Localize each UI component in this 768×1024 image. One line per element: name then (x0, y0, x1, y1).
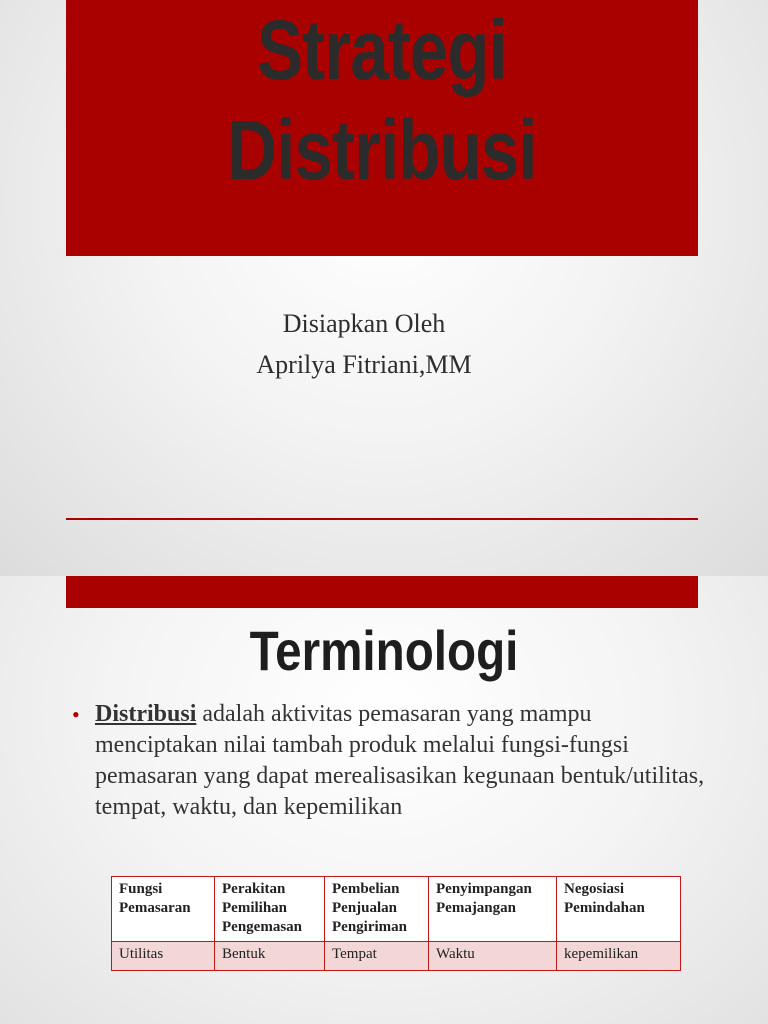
table-cell: Waktu (429, 942, 557, 971)
table-header-row (112, 877, 681, 942)
table-cell: Tempat (325, 942, 429, 971)
title-line-2: Distribusi (227, 103, 537, 197)
title-line-1: Strategi (257, 3, 507, 97)
divider-line (66, 518, 698, 520)
table-header-cell (112, 877, 215, 942)
slide-title (123, 0, 641, 200)
bullet-text (95, 699, 712, 823)
header-text: Pembelian (332, 881, 400, 897)
bullet-definition: adalah aktivitas pemasaran yang mampu menciptakan nilai tambah produk melalui fungsi-fungsi pemasaran yang dapat merealisasikan kegunaan bentuk/utilitas, tempat, waktu, dan kepemilikan (95, 701, 705, 820)
header-text: Perakitan (222, 881, 286, 897)
terminology-slide (0, 576, 768, 1024)
table-cell: Bentuk (215, 942, 325, 971)
table-header-cell (557, 877, 681, 942)
bullet-term: Distribusi (95, 701, 197, 727)
table-header-cell (325, 877, 429, 942)
header-text: Penjualan (332, 900, 398, 916)
header-text: Penyimpangan (436, 881, 532, 897)
slide-heading: Terminologi (249, 619, 519, 682)
header-text: Negosiasi (564, 881, 624, 897)
header-text: Pemasaran (119, 900, 191, 916)
header-text: Pengemasan (222, 919, 302, 935)
table-header-cell (429, 877, 557, 942)
header-text: Pemajangan (436, 900, 516, 916)
author-name: Aprilya Fitriani,MM (256, 350, 472, 379)
table-row (112, 942, 681, 971)
table-cell: Utilitas (112, 942, 215, 971)
bullet-icon: • (72, 702, 80, 727)
header-text: Pengiriman (332, 919, 407, 935)
header-text: Pemindahan (564, 900, 645, 916)
terminology-table (111, 876, 681, 971)
prepared-by-label: Disiapkan Oleh (282, 309, 446, 338)
header-banner (66, 576, 698, 608)
bullet-item (72, 699, 712, 823)
header-text: Fungsi (119, 881, 163, 897)
header-text: Pemilihan (222, 900, 288, 916)
slide-subtitle (0, 303, 728, 385)
table-cell: kepemilikan (557, 942, 681, 971)
table-header-cell (215, 877, 325, 942)
